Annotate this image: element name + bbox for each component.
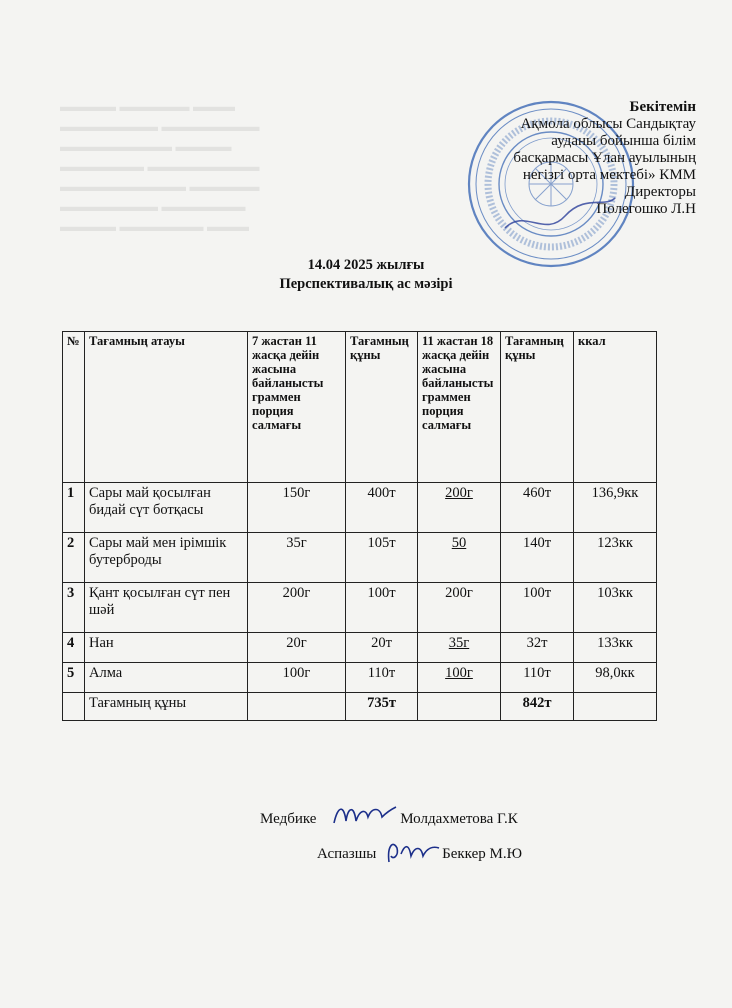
- weight-11-18: 50: [418, 533, 501, 583]
- dish-name: Сары май қосылған бидай сүт ботқасы: [85, 483, 248, 533]
- header-weight-11-18: 11 жастан 18 жасқа дейін жасына байланысты граммен порция салмағы: [418, 332, 501, 483]
- approval-line: басқармасы Ұлан ауылының: [513, 150, 696, 166]
- header-weight-7-11: 7 жастан 11 жасқа дейін жасына байланысты граммен порция салмағы: [248, 332, 346, 483]
- weight-7-11: 20г: [248, 633, 346, 663]
- bleed-through-text: ▬▬▬▬▬▬▬▬ ▬▬▬▬: [60, 140, 232, 155]
- total-price-7-11: 735т: [346, 693, 418, 721]
- nurse-signature-line: [260, 811, 518, 828]
- bleed-through-text: ▬▬▬▬▬▬▬▬▬ ▬▬▬▬▬: [60, 180, 260, 195]
- dish-name: Нан: [85, 633, 248, 663]
- header-kcal: ккал: [574, 332, 657, 483]
- bleed-through-text: ▬▬▬▬ ▬▬▬▬▬ ▬▬▬: [60, 100, 235, 115]
- total-empty-cell: [248, 693, 346, 721]
- price-11-18: 32т: [501, 633, 574, 663]
- kcal: 136,9кк: [574, 483, 657, 533]
- total-empty-cell: [63, 693, 85, 721]
- weight-11-18: 35г: [418, 633, 501, 663]
- approval-line: ауданы бойынша білім: [551, 133, 696, 149]
- kcal: 98,0кк: [574, 663, 657, 693]
- cook-signature: [383, 836, 443, 868]
- total-price-11-18: 842т: [501, 693, 574, 721]
- dish-name: Алма: [85, 663, 248, 693]
- header-price-11-18: Тағамның құны: [501, 332, 574, 483]
- weight-7-11: 200г: [248, 583, 346, 633]
- weight-7-11: 150г: [248, 483, 346, 533]
- approval-line: Полегошко Л.Н: [596, 201, 696, 217]
- header-price-7-11: Тағамның құны: [346, 332, 418, 483]
- table-row: [63, 483, 657, 533]
- dish-name: Сары май мен ірімшік бутерброды: [85, 533, 248, 583]
- price-11-18: 140т: [501, 533, 574, 583]
- header-number: №: [63, 332, 85, 483]
- row-number: 3: [63, 583, 85, 633]
- header-dish-name: Тағамның атауы: [85, 332, 248, 483]
- price-11-18: 460т: [501, 483, 574, 533]
- approval-block: [446, 99, 696, 218]
- bleed-through-text: ▬▬▬▬ ▬▬▬▬▬▬ ▬▬▬: [60, 220, 249, 235]
- document-date: 14.04 2025 жылғы: [307, 257, 425, 273]
- nurse-signature: [330, 799, 400, 833]
- weight-7-11: 35г: [248, 533, 346, 583]
- kcal: 103кк: [574, 583, 657, 633]
- dish-name: Қант қосылған сүт пен шәй: [85, 583, 248, 633]
- price-7-11: 110т: [346, 663, 418, 693]
- menu-table: [62, 331, 657, 721]
- kcal: 133кк: [574, 633, 657, 663]
- kcal: 123кк: [574, 533, 657, 583]
- table-header-row: [63, 332, 657, 483]
- row-number: 1: [63, 483, 85, 533]
- document-title: Перспективалық ас мәзірі: [279, 276, 453, 292]
- nurse-role: Медбике: [260, 811, 317, 827]
- cook-signature-line: [317, 846, 522, 863]
- price-7-11: 105т: [346, 533, 418, 583]
- table-row: [63, 533, 657, 583]
- cook-role: Аспазшы: [317, 846, 377, 862]
- table-total-row: [63, 693, 657, 721]
- approval-line: негізгі орта мектебі» КММ: [522, 167, 696, 183]
- row-number: 4: [63, 633, 85, 663]
- table-row: [63, 583, 657, 633]
- total-label: Тағамның құны: [85, 693, 248, 721]
- approval-line: Директоры: [625, 184, 696, 200]
- row-number: 5: [63, 663, 85, 693]
- price-7-11: 20т: [346, 633, 418, 663]
- table-row: [63, 663, 657, 693]
- bleed-through-text: ▬▬▬▬▬▬▬ ▬▬▬▬▬▬: [60, 200, 246, 215]
- total-empty-cell: [418, 693, 501, 721]
- price-11-18: 110т: [501, 663, 574, 693]
- cook-name: Беккер М.Ю: [442, 846, 522, 862]
- row-number: 2: [63, 533, 85, 583]
- table-row: [63, 633, 657, 663]
- weight-11-18: 100г: [418, 663, 501, 693]
- bleed-through-text: ▬▬▬▬▬▬▬ ▬▬▬▬▬▬▬: [60, 120, 260, 135]
- weight-11-18: 200г: [418, 483, 501, 533]
- weight-7-11: 100г: [248, 663, 346, 693]
- weight-11-18: 200г: [418, 583, 501, 633]
- price-7-11: 100т: [346, 583, 418, 633]
- nurse-name: Молдахметова Г.К: [400, 811, 518, 827]
- bleed-through-text: ▬▬▬▬▬▬ ▬▬▬▬▬▬▬▬: [60, 160, 260, 175]
- approval-heading: Бекітемін: [629, 99, 696, 115]
- price-11-18: 100т: [501, 583, 574, 633]
- approval-line: Ақмола облысы Сандықтау: [520, 116, 696, 132]
- price-7-11: 400т: [346, 483, 418, 533]
- total-empty-cell: [574, 693, 657, 721]
